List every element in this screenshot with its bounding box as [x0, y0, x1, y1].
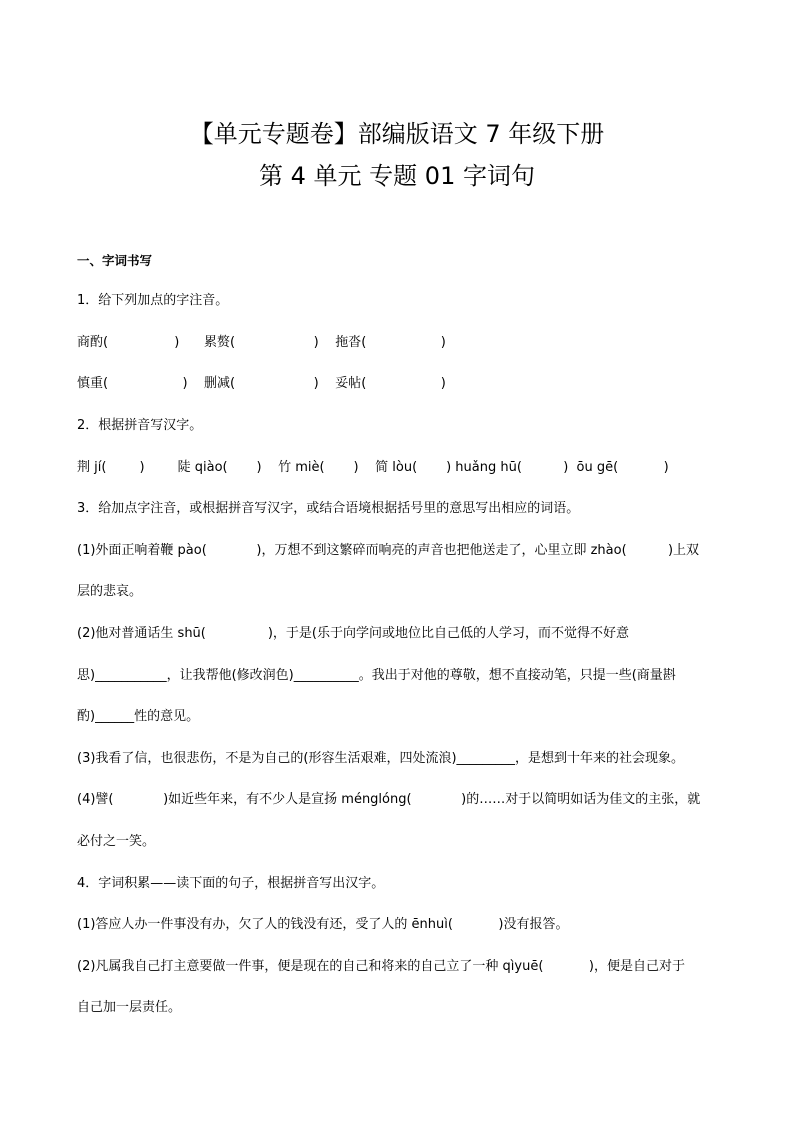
question-4-prompt: 4．字词积累——读下面的句子，根据拼音写出汉字。 [77, 876, 385, 891]
question-3-part-1-line-2: 层的悲哀。 [77, 584, 143, 599]
section-heading: 一、字词书写 [77, 253, 153, 268]
question-3-part-4-line-1: (4)譬( )如近些年来，有不少人是宣扬 ménglóng( )的……对于以简明如话为佳文的主张，就 [77, 792, 701, 807]
question-4-part-1-line-1: (1)答应人办一件事没有办，欠了人的钱没有还，受了人的 ēnhuì( )没有报答。 [77, 917, 569, 932]
question-1-row-2: 慎重( ) 删减( ) 妥帖( ) [77, 376, 446, 391]
question-3-part-2-line-3: 酌)______性的意见。 [77, 709, 200, 724]
question-4-part-2-line-1: (2)凡属我自己打主意要做一件事，便是现在的自己和将来的自己立了一种 qìyuē( )，便是自己对于 [77, 959, 685, 974]
question-3-prompt: 3．给加点字注音，或根据拼音写汉字，或结合语境根据括号里的意思写出相应的词语。 [77, 501, 580, 516]
question-1-prompt: 1．给下列加点的字注音。 [77, 293, 229, 308]
question-3-part-1-line-1: (1)外面正响着鞭 pào( )，万想不到这繁碎而响亮的声音也把他送走了，心里立即 zhào( )上双 [77, 543, 700, 558]
document-title: 【单元专题卷】部编版语文 7 年级下册 [189, 120, 605, 148]
question-2-row-1: 荆 jí( ) 陡 qiào( ) 竹 miè( ) 简 lòu( ) huǎng hū( ) ōu gē( ) [77, 460, 669, 475]
question-3-part-3-line-1: (3)我看了信，也很悲伤，不是为自己的(形容生活艰难，四处流浪)_________，是想到十年来的社会现象。 [77, 751, 685, 766]
question-3-part-4-line-2: 必付之一笑。 [77, 834, 156, 849]
question-3-part-2-line-1: (2)他对普通话生 shū( )，于是(乐于向学问或地位比自己低的人学习，而不觉得不好意 [77, 626, 629, 641]
question-3-part-2-line-2: 思)___________，让我帮他(修改润色)__________。我出于对他的尊敬，想不直接动笔，只提一些(商量斟 [77, 668, 676, 683]
question-4-part-2-line-2: 自己加一层责任。 [77, 1000, 182, 1015]
question-1-row-1: 商酌( ) 累赘( ) 拖沓( ) [77, 335, 446, 350]
document-subtitle: 第 4 单元 专题 01 字词句 [259, 162, 535, 190]
question-2-prompt: 2．根据拼音写汉字。 [77, 418, 203, 433]
